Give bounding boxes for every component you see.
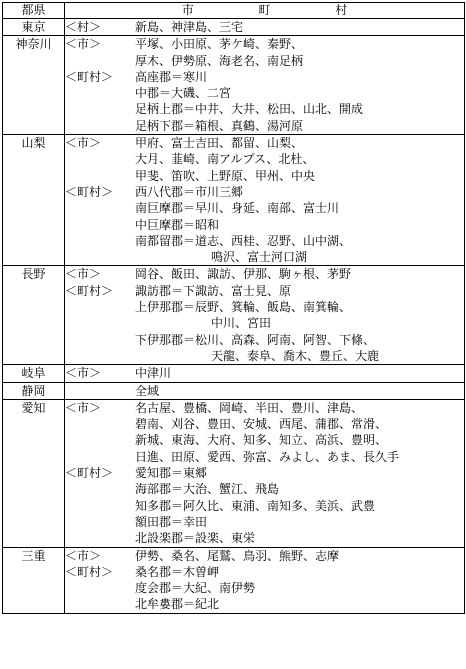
municipality-line: [65, 548, 464, 564]
municipalities-cell: [65, 266, 465, 365]
table-row: [3, 365, 465, 382]
category-label: ＜市＞: [65, 267, 102, 282]
municipality-names: 愛知郡＝東郷: [135, 466, 208, 481]
prefecture-cell: 山梨: [3, 135, 65, 266]
municipality-line: [65, 416, 464, 432]
municipalities-cell: [65, 365, 465, 382]
municipality-names: 平塚、小田原、茅ケ崎、秦野、: [135, 37, 304, 52]
municipality-names: 新島、神津島、三宅: [135, 20, 244, 34]
municipality-names: 甲府、富士吉田、都留、山梨、: [135, 136, 304, 151]
municipality-names: 碧南、刈谷、豊田、安城、西尾、蒲郡、常滑、: [135, 417, 388, 432]
category-label: ＜市＞: [65, 37, 102, 52]
municipality-line: [65, 564, 464, 580]
municipality-names: 諏訪郡＝下諏訪、富士見、原: [135, 283, 292, 298]
category-label: ＜町村＞: [65, 69, 114, 84]
table-row: [3, 135, 465, 266]
header-municipalities: 市 町 村: [65, 3, 465, 19]
municipality-line: [65, 299, 464, 315]
municipality-line: [65, 217, 464, 233]
municipality-names: 中郡＝大磯、二宮: [135, 86, 232, 101]
municipality-names: 下伊那郡＝松川、高森、阿南、阿智、下條、: [135, 332, 376, 347]
category-label: ＜市＞: [65, 136, 102, 151]
municipalities-cell: [65, 36, 465, 135]
table-header-row: [3, 3, 465, 19]
municipality-line: [65, 449, 464, 465]
municipality-line: [65, 36, 464, 52]
category-label: ＜村＞: [65, 20, 102, 34]
municipality-names: 大月、韮崎、南アルプス、北杜、: [135, 152, 315, 167]
municipality-names: 北設楽郡＝設楽、東栄: [135, 531, 256, 546]
municipalities-cell: [65, 135, 465, 266]
category-label: ＜市＞: [65, 366, 102, 381]
prefecture-cell: 東京: [3, 19, 65, 36]
municipality-line: [65, 432, 464, 448]
municipality-line: [65, 365, 464, 381]
municipality-names: 天龍、泰阜、喬木、豊丘、大鹿: [211, 348, 380, 363]
table-row: [3, 547, 465, 613]
municipality-line: [65, 135, 464, 151]
municipality-line: [65, 481, 464, 497]
table-body: [3, 19, 465, 614]
municipality-line: [65, 69, 464, 85]
municipality-line: [65, 465, 464, 481]
table-row: [3, 36, 465, 135]
municipality-names: 名古屋、豊橋、岡崎、半田、豊川、津島、: [135, 400, 364, 415]
municipality-line: [65, 580, 464, 596]
prefecture-cell: 愛知: [3, 399, 65, 547]
municipality-line: [65, 348, 464, 364]
municipality-names: 鳴沢、富士河口湖: [211, 250, 308, 265]
municipality-line: [65, 315, 464, 331]
municipality-names: 日進、田原、愛西、弥富、みよし、あま、長久手: [135, 449, 400, 464]
municipality-names: 額田郡＝幸田: [135, 514, 208, 529]
table-row: [3, 19, 465, 36]
municipality-names: 中川、宮田: [211, 316, 272, 331]
municipalities-cell: [65, 382, 465, 399]
municipality-names: 中津川: [135, 366, 172, 381]
category-label: ＜市＞: [65, 400, 102, 415]
municipality-line: [65, 332, 464, 348]
municipality-names: 新城、東海、大府、知多、知立、高浜、豊明、: [135, 433, 388, 448]
municipality-line: [65, 383, 464, 399]
municipality-line: [65, 184, 464, 200]
municipality-names: 海部郡＝大治、蟹江、飛島: [135, 482, 280, 497]
municipality-names: 南都留郡＝道志、西桂、忍野、山中湖、: [135, 233, 352, 248]
municipality-names: 甲斐、笛吹、上野原、甲州、中央: [135, 168, 316, 183]
prefecture-cell: 長野: [3, 266, 65, 365]
municipalities-cell: [65, 19, 465, 36]
municipality-line: [65, 53, 464, 69]
municipality-line: [65, 85, 464, 101]
prefecture-cell: 神奈川: [3, 36, 65, 135]
municipality-line: [65, 118, 464, 134]
category-label: ＜町村＞: [65, 564, 114, 579]
municipality-names: 伊勢、桑名、尾鷲、鳥羽、熊野、志摩: [135, 548, 340, 563]
municipality-names: 足柄下郡＝箱根、真鶴、湯河原: [135, 118, 304, 133]
municipality-names: 西八代郡＝市川三郷: [135, 184, 244, 199]
category-label: ＜町村＞: [65, 283, 114, 298]
municipality-names: 知多郡＝阿久比、東浦、南知多、美浜、武豊: [135, 498, 376, 513]
table-row: [3, 382, 465, 399]
prefecture-cell: 岐阜: [3, 365, 65, 382]
municipality-names: 度会郡＝大紀、南伊勢: [135, 581, 256, 596]
municipality-names: 足柄上郡＝中井、大井、松田、山北、開成: [135, 102, 364, 117]
table-row: [3, 399, 465, 547]
municipality-names: 上伊那郡＝辰野、箕輪、飯島、南箕輪、: [135, 300, 352, 315]
municipality-line: [65, 168, 464, 184]
category-label: ＜市＞: [65, 548, 102, 563]
municipality-line: [65, 19, 464, 35]
municipality-line: [65, 530, 464, 546]
municipality-line: [65, 249, 464, 265]
municipality-line: [65, 283, 464, 299]
municipality-table: [2, 2, 465, 614]
municipality-names: 厚木、伊勢原、海老名、南足柄: [135, 53, 304, 68]
municipality-line: [65, 101, 464, 117]
municipality-names: 高座郡＝寒川: [135, 69, 208, 84]
municipality-names: 中巨摩郡＝昭和: [135, 217, 220, 232]
municipality-line: [65, 200, 464, 216]
municipality-names: 桑名郡＝木曽岬: [135, 564, 220, 579]
municipality-line: [65, 400, 464, 416]
municipality-line: [65, 266, 464, 282]
category-label: ＜町村＞: [65, 184, 114, 199]
municipality-names: 北牟婁郡＝紀北: [135, 597, 220, 612]
municipality-line: [65, 596, 464, 612]
table-row: [3, 266, 465, 365]
municipality-line: [65, 151, 464, 167]
header-prefecture: 都県: [3, 3, 65, 19]
prefecture-cell: 静岡: [3, 382, 65, 399]
municipality-line: [65, 498, 464, 514]
municipality-names: 南巨摩郡＝早川、身延、南部、富士川: [135, 201, 340, 216]
category-label: ＜町村＞: [65, 466, 114, 481]
municipality-names: 岡谷、飯田、諏訪、伊那、駒ヶ根、茅野: [135, 267, 352, 282]
municipalities-cell: [65, 399, 465, 547]
municipality-names: 全域: [135, 383, 160, 398]
municipality-line: [65, 514, 464, 530]
prefecture-cell: 三重: [3, 547, 65, 613]
municipality-line: [65, 233, 464, 249]
municipalities-cell: [65, 547, 465, 613]
